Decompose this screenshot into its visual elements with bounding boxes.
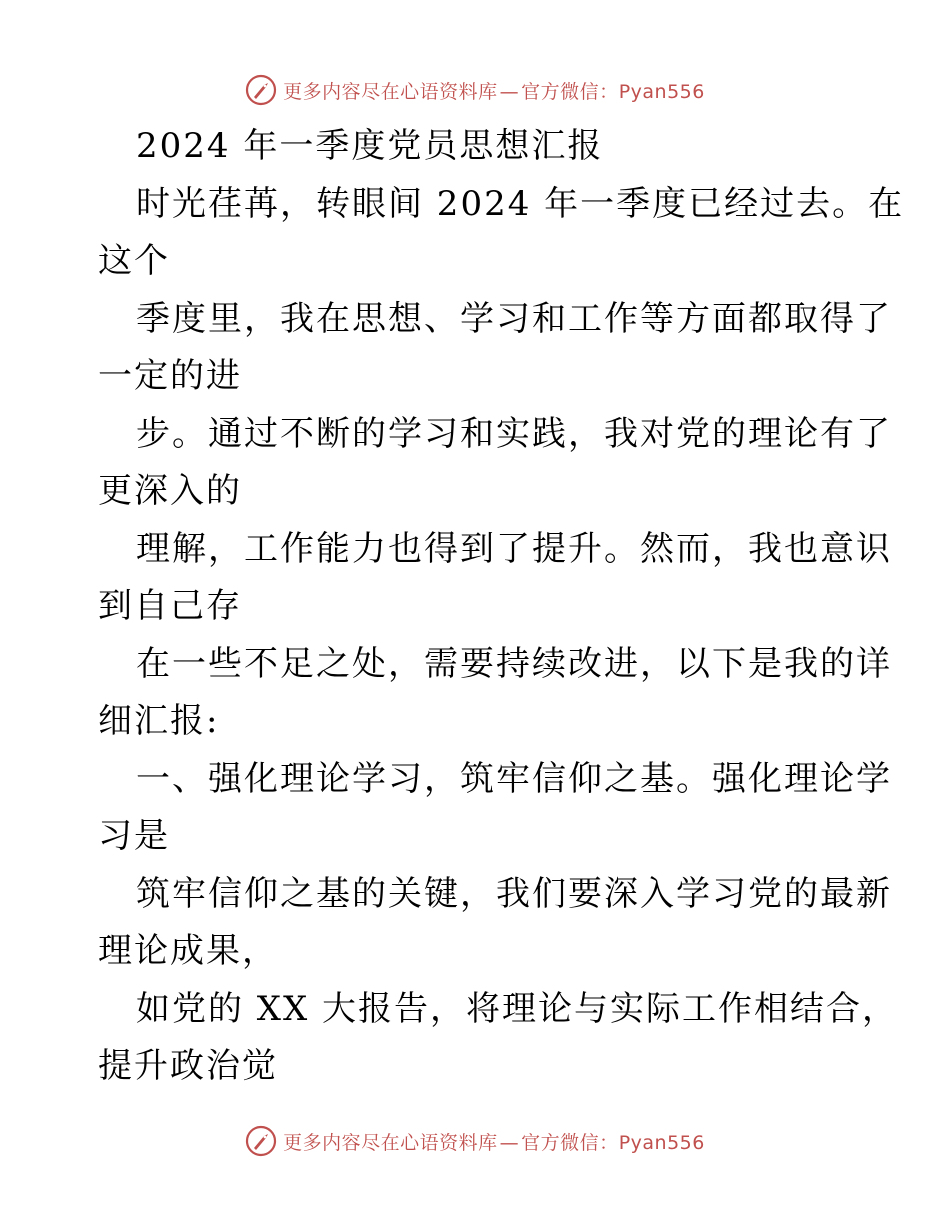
watermark-brand: 更多内容尽在心语资料库 — [283, 80, 498, 103]
document-title: 2024 年一季度党员思想汇报 — [136, 126, 604, 166]
footer-watermark — [0, 1121, 950, 1161]
document-line: 筑牢信仰之基的关键，我们要深入学习党的最新 — [136, 873, 892, 914]
document-line: 理论成果， — [98, 931, 278, 971]
document-line: 理解，工作能力也得到了提升。然而，我也意识 — [136, 528, 892, 569]
document-line: 如党的 XX 大报告，将理论与实际工作相结合， — [136, 988, 899, 1029]
document-line: 提升政治觉 — [98, 1046, 278, 1086]
document-line: 步。通过不断的学习和实践，我对党的理论有了 — [136, 413, 892, 454]
document-line: 季度里，我在思想、学习和工作等方面都取得了 — [136, 298, 892, 339]
document-line: 更深入的 — [98, 471, 242, 511]
watermark-label: 官方微信： — [521, 80, 619, 103]
watermark-wechat-id: Pyan556 — [618, 1131, 705, 1154]
document-line: 时光荏苒，转眼间 2024 年一季度已经过去。在 — [136, 183, 905, 224]
watermark-label: 官方微信： — [521, 1131, 619, 1154]
document-line: 一定的进 — [98, 356, 242, 396]
document-line: 这个 — [98, 241, 170, 281]
document-body — [98, 118, 905, 1096]
document-line: 习是 — [98, 816, 170, 856]
header-watermark — [0, 70, 950, 110]
document-line: 到自己存 — [98, 586, 242, 626]
document-line: 细汇报: — [98, 701, 220, 741]
document-line: 一、强化理论学习，筑牢信仰之基。强化理论学 — [136, 758, 892, 799]
pen-nib-logo-icon — [245, 74, 277, 106]
watermark-wechat-id: Pyan556 — [618, 80, 705, 103]
watermark-brand: 更多内容尽在心语资料库 — [283, 1131, 498, 1154]
pen-nib-logo-icon — [245, 1125, 277, 1157]
watermark-dash: — — [499, 1131, 520, 1154]
document-line: 在一些不足之处，需要持续改进，以下是我的详 — [136, 643, 892, 684]
watermark-dash: — — [499, 80, 520, 103]
